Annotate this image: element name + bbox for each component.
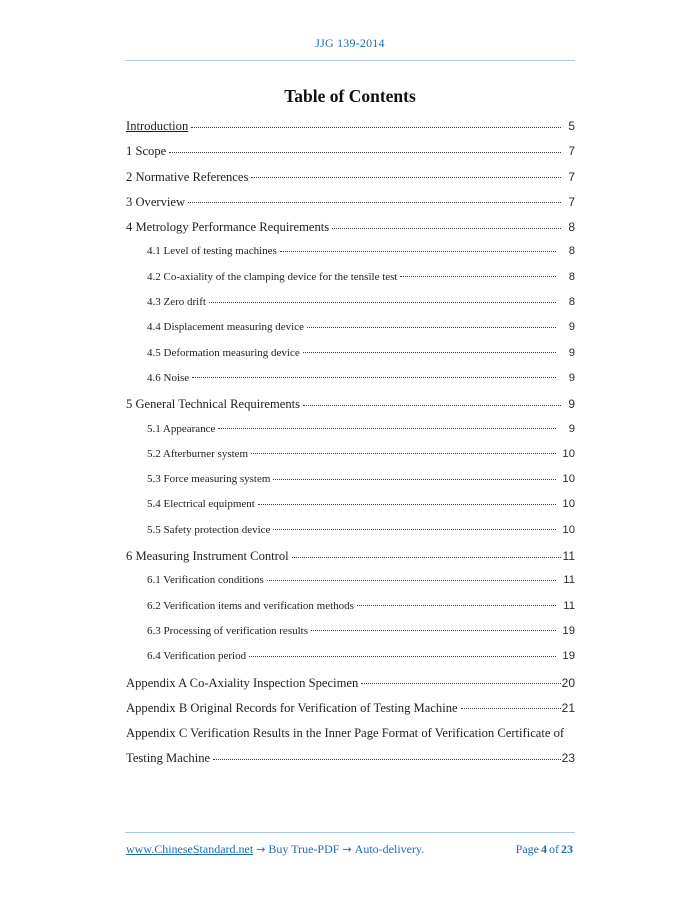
toc-page-number: 9 [568,371,575,384]
toc-dot-leader [192,377,556,378]
table-of-contents [126,119,575,777]
toc-page-number: 10 [562,523,575,536]
toc-entry-label: 3 Overview [126,194,186,209]
toc-dot-leader [251,177,561,178]
toc-page-number: 23 [561,751,575,766]
toc-dot-leader [303,405,561,406]
toc-dot-leader [303,352,556,353]
toc-page-number: 11 [563,574,575,587]
toc-page-number: 20 [561,675,575,690]
toc-dot-leader [188,202,561,203]
toc-page-number: 7 [568,169,575,184]
toc-page-number: 19 [562,650,575,663]
toc-page-number: 9 [568,397,575,412]
buy-pdf-label: Buy True-PDF [268,842,340,856]
toc-entry[interactable] [126,574,575,599]
toc-entry[interactable] [126,321,575,346]
toc-page-number: 8 [568,245,575,258]
toc-entry[interactable] [126,220,575,245]
toc-entry-label: 6.4 Verification period [147,650,247,663]
total-page-number: 23 [561,842,573,856]
toc-entry[interactable] [126,245,575,270]
toc-page-number: 10 [562,447,575,460]
toc-page-number: 7 [568,144,575,159]
toc-dot-leader [311,630,556,631]
toc-entry-label: 6 Measuring Instrument Control [126,549,289,564]
toc-entry[interactable] [126,524,575,549]
toc-dot-leader [280,251,556,252]
toc-dot-leader [461,708,561,709]
toc-entry-label: 6.3 Processing of verification results [147,624,308,637]
toc-entry-label: Testing Machine [126,751,211,766]
page-label: Page [515,842,539,856]
toc-entry-label: 4.5 Deformation measuring device [147,346,300,359]
toc-entry[interactable] [126,676,575,701]
page-title: Table of Contents [284,86,416,106]
toc-entry-label: 4.4 Displacement measuring device [147,321,305,334]
toc-dot-leader [267,580,556,581]
toc-dot-leader [218,428,556,429]
toc-dot-leader [191,127,561,128]
toc-entry-label: 5.3 Force measuring system [147,473,271,486]
toc-entry-label: Appendix B Original Records for Verification of Testing Machine [126,700,458,715]
footer [126,842,575,857]
footer-divider [125,832,575,833]
toc-dot-leader [213,759,561,760]
toc-dot-leader [332,228,561,229]
toc-entry[interactable] [126,498,575,523]
toc-entry[interactable] [126,195,575,220]
toc-entry-label: 1 Scope [126,144,167,159]
toc-entry-label: Appendix A Co-Axiality Inspection Specimen [126,675,359,690]
toc-entry[interactable] [126,701,575,726]
toc-dot-leader [273,529,556,530]
toc-dot-leader [400,276,556,277]
toc-page-number: 21 [561,700,575,715]
website-link[interactable]: www.ChineseStandard.net [126,842,254,856]
toc-entry[interactable] [126,751,575,776]
toc-entry[interactable] [126,625,575,650]
toc-dot-leader [292,557,561,558]
toc-entry[interactable] [126,271,575,296]
toc-entry-label: 4.2 Co-axiality of the clamping device for the tensile test [147,270,398,283]
toc-entry-label: 4 Metrology Performance Requirements [126,220,330,235]
toc-entry-label: 4.6 Noise [147,371,190,384]
toc-entry[interactable] [126,549,575,574]
toc-dot-leader [169,152,561,153]
toc-page-number: 8 [568,270,575,283]
toc-entry-label: 5.5 Safety protection device [147,523,271,536]
toc-dot-leader [273,479,556,480]
toc-entry-label: 4.3 Zero drift [147,296,206,309]
toc-page-number: 9 [568,321,575,334]
toc-page-number: 8 [568,220,575,235]
auto-delivery-label: Auto-delivery. [354,842,425,856]
arrow-icon: → [256,843,266,856]
toc-entry-label: 5.4 Electrical equipment [147,498,255,511]
toc-entry[interactable] [126,372,575,397]
toc-dot-leader [361,683,560,684]
toc-entry[interactable] [126,144,575,169]
toc-entry-label: 6.1 Verification conditions [147,574,264,587]
toc-entry[interactable] [126,347,575,372]
toc-dot-leader [209,302,556,303]
toc-dot-leader [251,453,556,454]
toc-entry-label: 5 General Technical Requirements [126,397,301,412]
toc-entry[interactable] [126,600,575,625]
of-label: of [549,842,559,856]
toc-entry[interactable] [126,296,575,321]
footer-promo [126,842,424,857]
toc-dot-leader [249,656,556,657]
toc-entry[interactable] [126,726,575,751]
toc-page-number: 5 [568,119,575,133]
toc-entry[interactable] [126,119,575,144]
toc-page-number: 10 [562,498,575,511]
toc-entry-label: 6.2 Verification items and verification methods [147,599,354,612]
toc-page-number: 9 [568,422,575,435]
toc-entry-label: 2 Normative References [126,169,249,184]
toc-page-number: 9 [568,346,575,359]
toc-entry-label: 5.1 Appearance [147,422,216,435]
toc-page-number: 8 [568,296,575,309]
toc-entry-label: Appendix C Verification Results in the Inner Page Format of Verification Certificate of [126,726,565,741]
toc-entry[interactable] [126,448,575,473]
document-number: JJG 139-2014 [315,36,385,50]
toc-entry-label: Introduction [126,119,189,133]
toc-page-number: 11 [562,549,575,564]
toc-page-number: 7 [568,194,575,209]
toc-dot-leader [307,327,556,328]
toc-entry[interactable] [126,170,575,195]
toc-page-number: 10 [562,473,575,486]
toc-dot-leader [258,504,556,505]
toc-entry[interactable] [126,397,575,422]
toc-entry[interactable] [126,423,575,448]
toc-page-number: 19 [562,624,575,637]
toc-entry-label: 4.1 Level of testing machines [147,245,277,258]
arrow-icon: → [342,843,352,856]
toc-entry[interactable] [126,650,575,675]
toc-dot-leader [357,605,556,606]
toc-page-number: 11 [563,599,575,612]
header-divider [125,60,575,61]
toc-entry[interactable] [126,473,575,498]
current-page-number: 4 [541,842,547,856]
page-indicator [516,842,575,857]
toc-entry-label: 5.2 Afterburner system [147,447,249,460]
